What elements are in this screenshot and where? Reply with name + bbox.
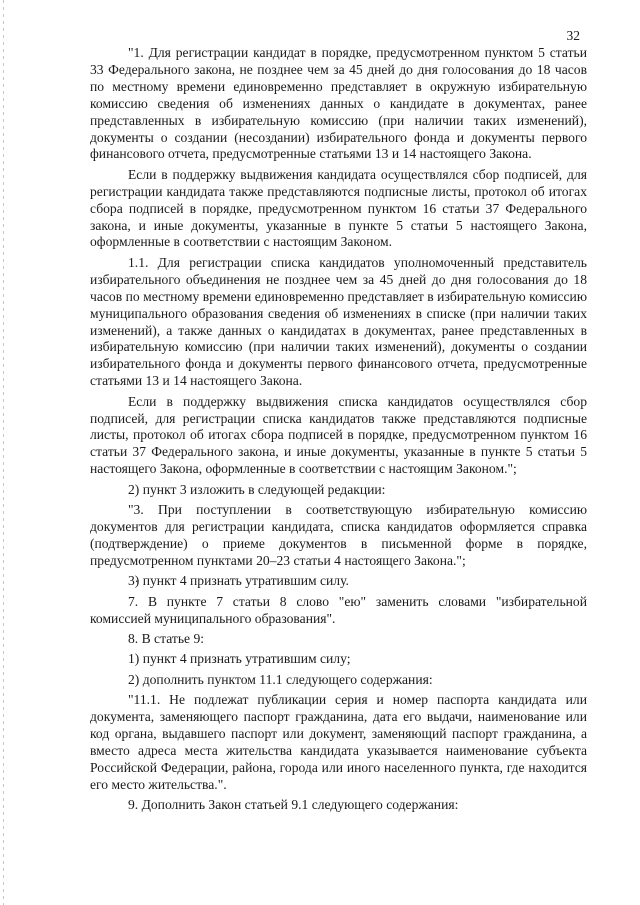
paragraph-signature-collection-list: Если в поддержку выдвижения списка кандидатов осуществлялся сбор подписей, для регистрации списка кандидатов также представляются подписные листы, протокол об итогах сбора подписей в порядке, предусмотренном пунктом 16 статьи 37 Федерального закона, и иные документы, указанные в пункте 5 статьи 5 настоящего Закона, оформленные в соответствии с настоящим Законом."; (90, 393, 587, 477)
paragraph-section-7: 7. В пункте 7 статьи 8 слово "ею" заменить словами "избирательной комиссией муниципального образования". (90, 593, 587, 626)
paragraph-item-1: 1) пункт 4 признать утратившим силу; (128, 651, 351, 667)
paragraph-registration-candidate: "1. Для регистрации кандидат в порядке, предусмотренном пунктом 5 статьи 33 Федерального закона, не позднее чем за 45 дней до дня голосования до 18 часов по местному времени единовременно представляет в окружную избирательную комиссию сведения об изменениях данных о кандидате в документах, ранее представленных в избирательную комиссию (при наличии таких изменений), документы о создании (несоздании) избирательного фонда и документы первого финансового отчета, предусмотренные статьями 13 и 14 настоящего Закона. (90, 45, 587, 162)
paragraph-signature-collection-candidate: Если в поддержку выдвижения кандидата осуществлялся сбор подписей, для регистрации кандидата также представляются подписные листы, протокол об итогах сбора подписей в порядке, предусмотренном пунктом 16 статьи 37 Федерального закона, и иные документы, указанные в пункте 5 статьи 5 настоящего Закона, оформленные в соответствии с настоящим Законом. (90, 166, 587, 250)
paragraph-registration-list: 1.1. Для регистрации списка кандидатов уполномоченный представитель избирательного объединения не позднее чем за 45 дней до дня голосования до 18 часов по местному времени единовременно представляет в избирательную комиссию муниципального образования сведения об изменениях в списке (при наличии таких изменений), а также данных о кандидатах в документах, ранее представленных в избирательную комиссию (при наличии таких изменений), документы о создании избирательного фонда и документы первого финансового отчета, предусмотренные статьями 13 и 14 настоящего Закона. (90, 254, 587, 389)
paragraph-item-2: 2) пункт 3 изложить в следующей редакции: (128, 481, 386, 497)
paragraph-point-3-text: "3. При поступлении в соответствующую избирательную комиссию документов для регистрации кандидата, списка кандидатов оформляется справка (подтверждение) о приеме документов в письменной форме в порядке, предусмотренном пунктами 20–23 статьи 4 настоящего Закона."; (90, 502, 587, 568)
paragraph-item-3: . 3) пункт 4 признать утратившим силу. (90, 573, 587, 590)
page-number: 32 (566, 28, 580, 43)
paragraph-section-8: 8. В статье 9: (128, 630, 205, 646)
scan-edge-artifact (3, 0, 4, 905)
paragraph-item-2-add: 2) дополнить пунктом 11.1 следующего содержания: (128, 671, 433, 687)
document-body (90, 45, 587, 817)
paragraph-section-9: 9. Дополнить Закон статьей 9.1 следующего содержания: (128, 797, 459, 813)
paragraph-point-11-1-text: "11.1. Не подлежат публикации серия и номер паспорта кандидата или документа, заменяющего паспорт гражданина, дата его выдачи, наименование или код органа, выдавшего паспорт или документ, заменяющий паспорт гражданина, а вместо адреса места жительства кандидата указывается наименование субъекта Российской Федерации, района, города или иного населенного пункта, где находится его место жительства.". (90, 692, 587, 792)
